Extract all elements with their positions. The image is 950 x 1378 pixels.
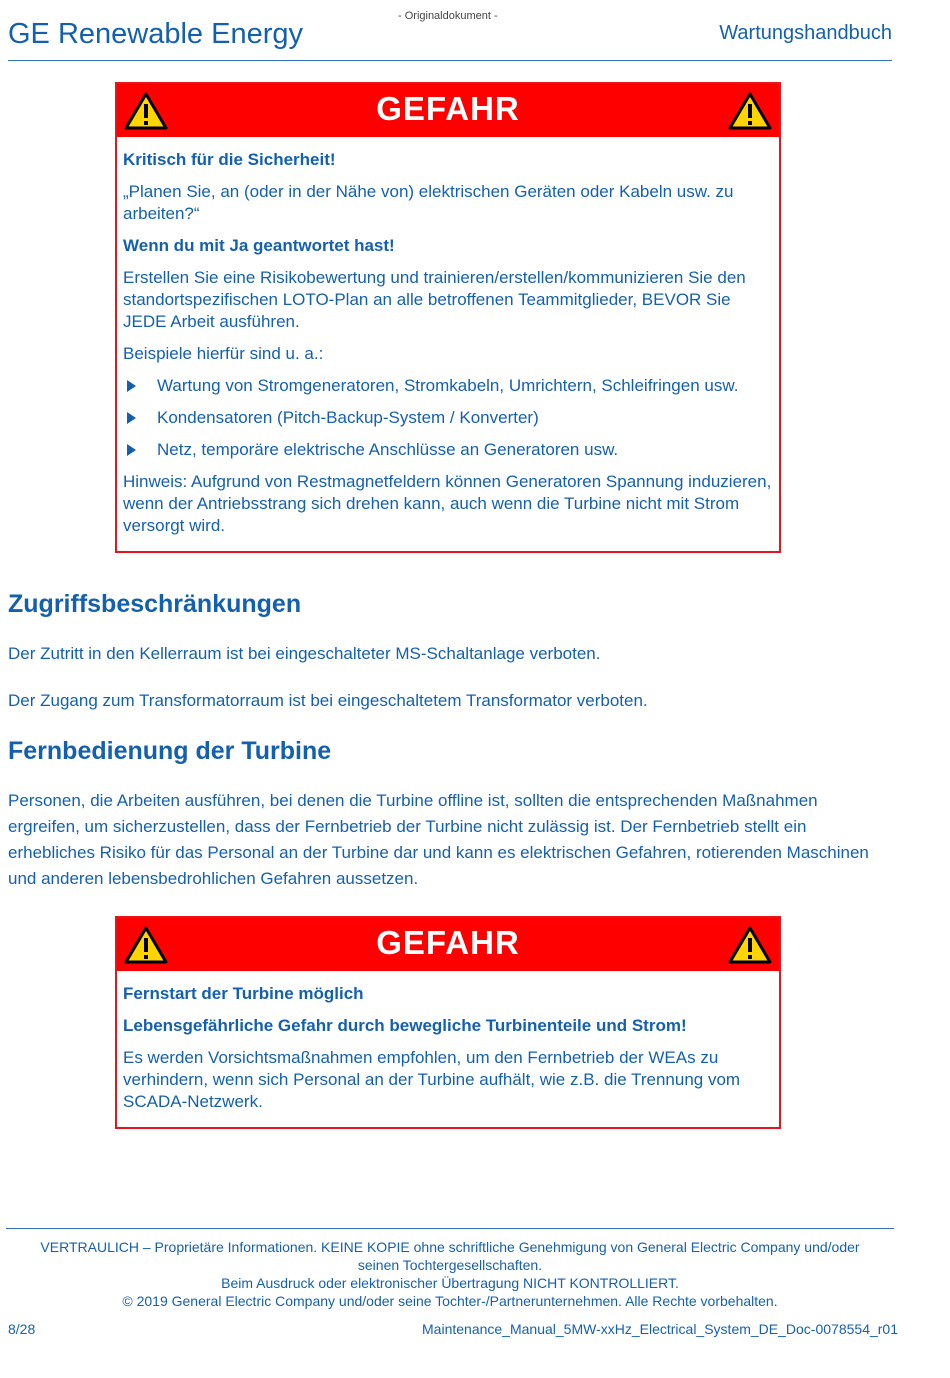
triangle-bullet-icon <box>127 444 136 456</box>
footer-copyright: © 2019 General Electric Company und/oder seine Tochter-/Partnerunternehmen. Alle Rechte vorbehalten. <box>122 1293 778 1309</box>
example-text: Kondensatoren (Pitch-Backup-System / Konverter) <box>157 408 539 427</box>
list-item <box>123 407 773 429</box>
original-document-note: - Originaldokument - <box>398 10 498 22</box>
danger-title: GEFAHR <box>376 90 520 127</box>
list-item <box>123 439 773 461</box>
danger-header <box>117 84 779 137</box>
danger-question: „Planen Sie, an (oder in der Nähe von) elektrischen Geräten oder Kabeln usw. zu arbeiten?“ <box>123 182 734 223</box>
examples-list <box>123 375 773 461</box>
warning-triangle-icon <box>727 925 773 965</box>
danger-body <box>117 971 779 1127</box>
footer-disclaimer <box>20 1238 880 1310</box>
brand-name: GE Renewable Energy <box>8 18 303 50</box>
footer-confidential: VERTRAULICH – Proprietäre Informationen. KEINE KOPIE ohne schriftliche Genehmigung von General Electric Company und/oder seinen Tochtergesellschaften. <box>40 1239 860 1273</box>
danger-header <box>117 918 779 971</box>
triangle-bullet-icon <box>127 412 136 424</box>
list-item <box>123 375 773 397</box>
danger-box-safety <box>115 82 781 553</box>
section-heading-access: Zugriffsbeschränkungen <box>8 590 302 618</box>
danger-heading: Kritisch für die Sicherheit! <box>123 150 336 169</box>
triangle-bullet-icon <box>127 380 136 392</box>
example-text: Netz, temporäre elektrische Anschlüsse an Generatoren usw. <box>157 440 619 459</box>
page-header <box>8 0 892 61</box>
warning-triangle-icon <box>727 91 773 131</box>
danger-subheading: Lebensgefährliche Gefahr durch bewegliche Turbinenteile und Strom! <box>123 1016 687 1035</box>
remote-paragraph: Personen, die Arbeiten ausführen, bei denen die Turbine offline ist, sollten die entsprechenden Maßnahmen ergreifen, um sicherzustellen, dass der Fernbetrieb der Turbine nicht zulässig ist. Der Fernbetrieb stellt ein erhebliches Risiko für das Personal an der Turbine dar und kann es elektrischen Gefahren, rotierenden Maschinen und anderen lebensbedrohlichen Gefahren aussetzen. <box>8 791 869 888</box>
danger-answer-heading: Wenn du mit Ja geantwortet hast! <box>123 236 395 255</box>
footer-uncontrolled: Beim Ausdruck oder elektronischer Übertragung NICHT KONTROLLIERT. <box>221 1275 679 1291</box>
danger-note: Hinweis: Aufgrund von Restmagnetfeldern können Generatoren Spannung induzieren, wenn der Antriebsstrang sich drehen kann, auch wenn die Turbine nicht mit Strom versorgt wird. <box>123 472 772 535</box>
danger-body <box>117 137 779 551</box>
danger-text: Es werden Vorsichtsmaßnahmen empfohlen, um den Fernbetrieb der WEAs zu verhindern, wenn sich Personal an der Turbine aufhält, wie z.B. die Trennung vom SCADA-Netzwerk. <box>123 1048 741 1111</box>
example-text: Wartung von Stromgeneratoren, Stromkabeln, Umrichtern, Schleifringen usw. <box>157 376 739 395</box>
footer-divider <box>6 1228 894 1229</box>
danger-box-remote-start <box>115 916 781 1129</box>
danger-instruction: Erstellen Sie eine Risikobewertung und trainieren/erstellen/kommunizieren Sie den standortspezifischen LOTO-Plan an alle betroffenen Teammitglieder, BEVOR Sie JEDE Arbeit ausführen. <box>123 268 746 331</box>
document-id: Maintenance_Manual_5MW-xxHz_Electrical_System_DE_Doc-0078554_r01 <box>422 1321 898 1337</box>
page-number: 8/28 <box>8 1321 36 1337</box>
danger-title: GEFAHR <box>376 924 520 961</box>
access-paragraph-1: Der Zutritt in den Kellerraum ist bei eingeschalteter MS-Schaltanlage verboten. <box>8 644 601 663</box>
danger-heading: Fernstart der Turbine möglich <box>123 984 364 1003</box>
examples-intro: Beispiele hierfür sind u. a.: <box>123 344 324 363</box>
manual-title: Wartungshandbuch <box>719 22 892 44</box>
section-heading-remote: Fernbedienung der Turbine <box>8 737 332 765</box>
access-paragraph-2: Der Zugang zum Transformatorraum ist bei eingeschaltetem Transformator verboten. <box>8 691 648 710</box>
